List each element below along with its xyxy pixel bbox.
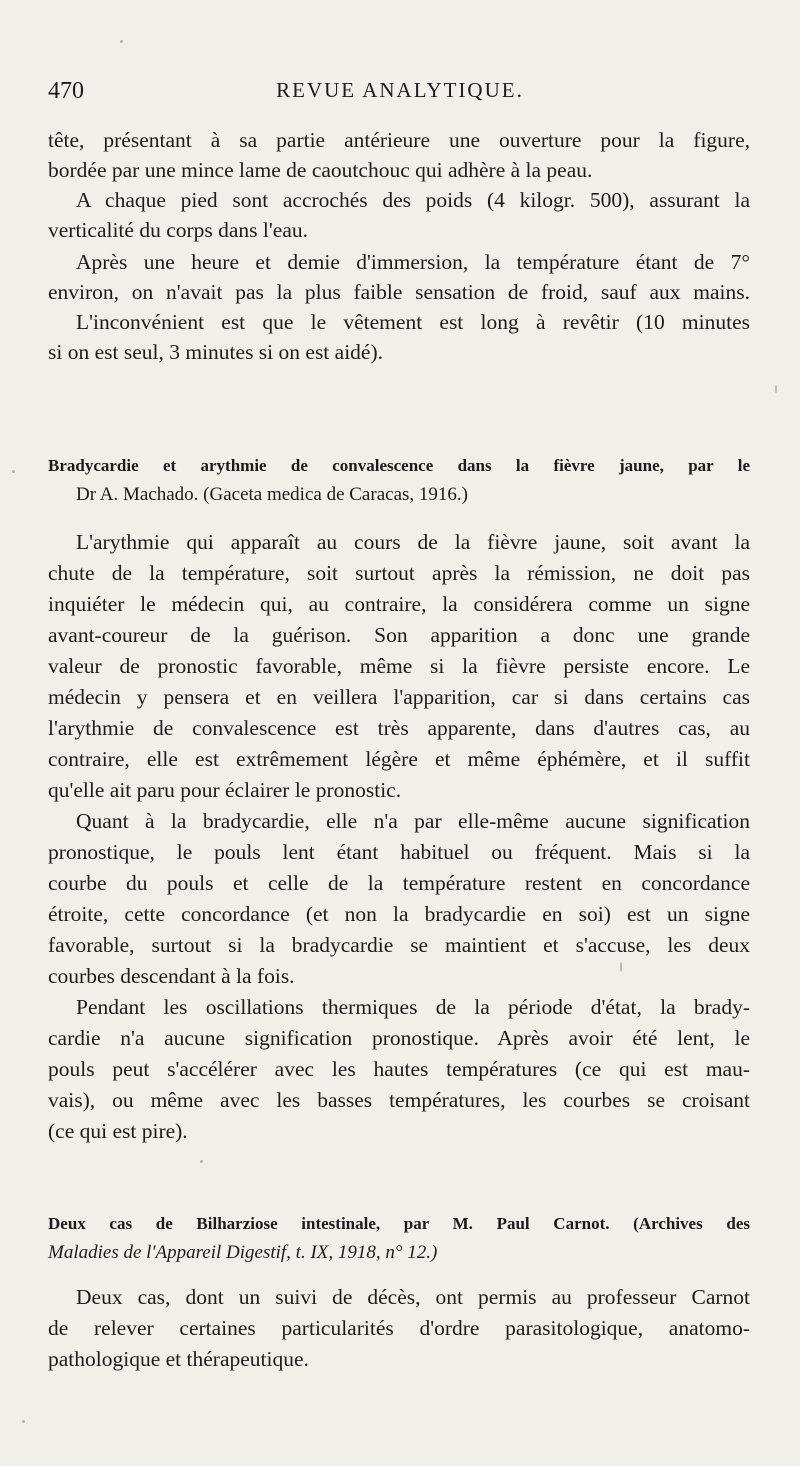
text-line: tête, présentant à sa partie antérieure une ouverture pour la figure, (48, 128, 750, 152)
text-line: courbe du pouls et celle de la température restent en concordance (48, 871, 750, 895)
article-citation: Dr A. Machado. (Gaceta medica de Caracas, 1916.) (76, 484, 468, 505)
scan-speck (775, 385, 777, 393)
scan-speck (620, 962, 622, 972)
text-line: avant-coureur de la guérison. Son apparition a donc une grande (48, 623, 750, 647)
text-line: verticalité du corps dans l'eau. (48, 218, 308, 242)
text-line: médecin y pensera et en veillera l'apparition, car si dans certains cas (48, 685, 750, 709)
page-number: 470 (48, 78, 84, 104)
text-line: chute de la température, soit surtout après la rémission, ne doit pas (48, 561, 750, 585)
text-line: Pendant les oscillations thermiques de la période d'état, la brady- (76, 995, 750, 1019)
text-line: bordée par une mince lame de caoutchouc qui adhère à la peau. (48, 158, 593, 182)
scan-speck (12, 470, 15, 473)
text-line: favorable, surtout si la bradycardie se maintient et s'accuse, les deux (48, 933, 750, 957)
scan-speck (200, 1160, 203, 1163)
text-line: vais), ou même avec les basses températures, les courbes se croisant (48, 1088, 750, 1112)
text-line: inquiéter le médecin qui, au contraire, la considérera comme un signe (48, 592, 750, 616)
text-line: de relever certaines particularités d'ordre parasitologique, anatomo- (48, 1316, 750, 1340)
text-line: si on est seul, 3 minutes si on est aidé). (48, 340, 384, 364)
text-line: qu'elle ait paru pour éclairer le pronostic. (48, 778, 402, 802)
text-line: courbes descendant à la fois. (48, 964, 295, 988)
running-title: REVUE ANALYTIQUE. (276, 78, 524, 102)
text-line: environ, on n'avait pas la plus faible sensation de froid, sauf aux mains. (48, 280, 750, 304)
scan-speck (120, 40, 123, 43)
text-line: étroite, cette concordance (et non la bradycardie en soi) est un signe (48, 902, 750, 926)
article-title: Bradycardie et arythmie de convalescence dans la fièvre jaune, par le (48, 456, 750, 475)
text-line: Deux cas, dont un suivi de décès, ont permis au professeur Carnot (76, 1285, 750, 1309)
text-line: l'arythmie de convalescence est très apparente, dans d'autres cas, au (48, 716, 750, 740)
text-line: Après une heure et demie d'immersion, la température étant de 7° (76, 250, 750, 274)
article-title: Deux cas de Bilharziose intestinale, par M. Paul Carnot. (Archives des (48, 1214, 750, 1233)
text-line: valeur de pronostic favorable, même si la fièvre persiste encore. Le (48, 654, 750, 678)
text-line: pronostique, le pouls lent étant habituel ou fréquent. Mais si la (48, 840, 750, 864)
text-line: A chaque pied sont accrochés des poids (4 kilogr. 500), assurant la (76, 188, 750, 212)
text-line: L'arythmie qui apparaît au cours de la fièvre jaune, soit avant la (76, 530, 750, 554)
page-header (48, 78, 752, 112)
text-line: pouls peut s'accélérer avec les hautes températures (ce qui est mau- (48, 1057, 750, 1081)
text-line: L'inconvénient est que le vêtement est long à revêtir (10 minutes (76, 310, 750, 334)
article-citation: Maladies de l'Appareil Digestif, t. IX, 1918, n° 12.) (48, 1242, 438, 1263)
text-line: pathologique et thérapeutique. (48, 1347, 309, 1371)
text-line: (ce qui est pire). (48, 1119, 188, 1143)
text-line: contraire, elle est extrêmement légère et même éphémère, et il suffit (48, 747, 750, 771)
scan-speck (22, 1420, 25, 1423)
text-line: Quant à la bradycardie, elle n'a par elle-même aucune signification (76, 809, 750, 833)
text-line: cardie n'a aucune signification pronostique. Après avoir été lent, le (48, 1026, 750, 1050)
